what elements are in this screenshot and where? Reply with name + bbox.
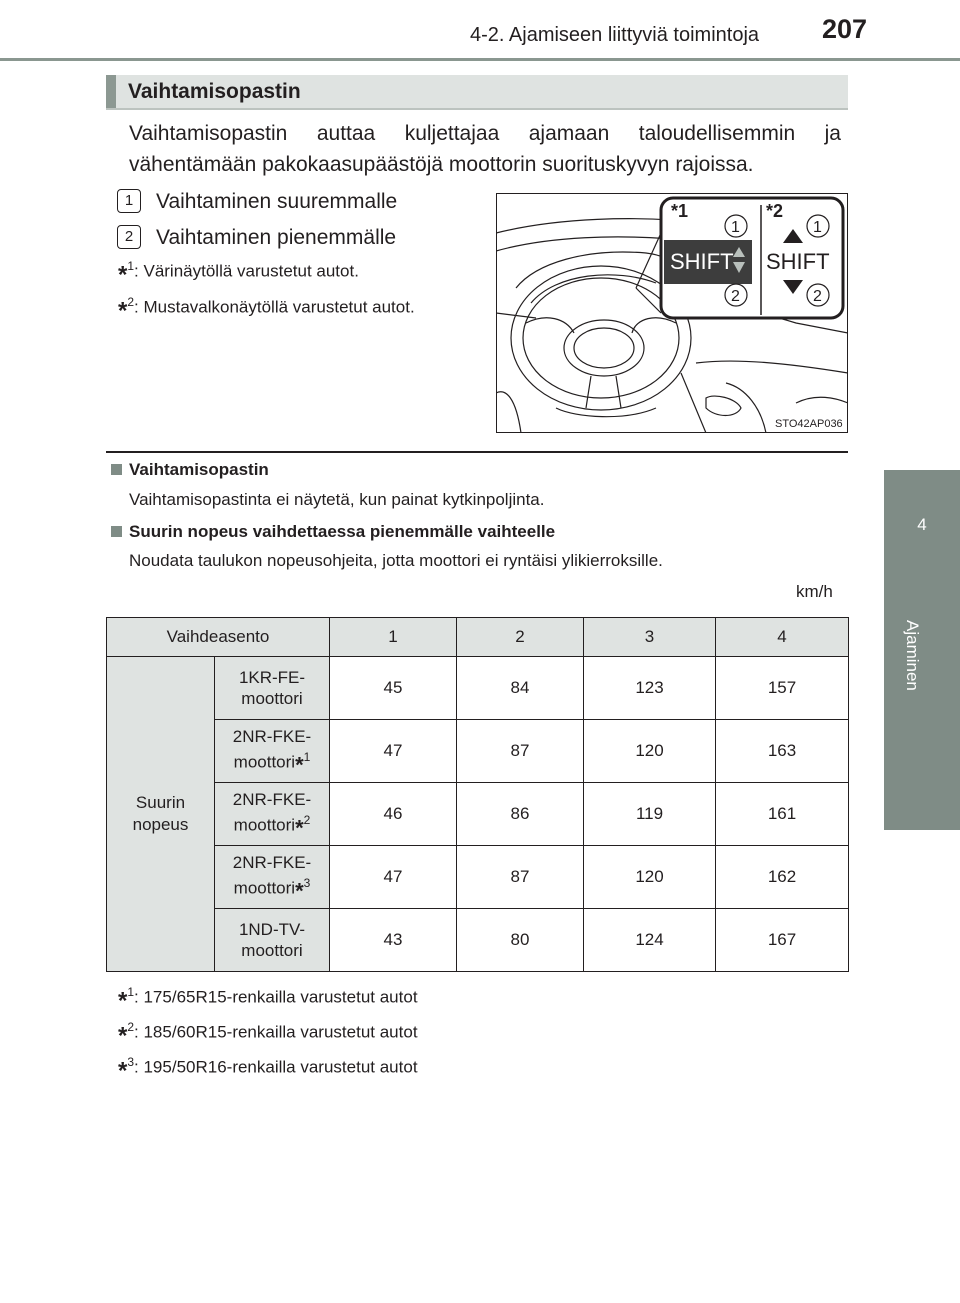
callout-label-mono: *2 xyxy=(766,201,784,221)
shift-text-mono: SHIFT xyxy=(766,249,830,274)
table-row xyxy=(107,909,849,972)
footnote: *$^1$: Värinäytöllä varustetut autot. xyxy=(118,259,359,289)
table-row xyxy=(107,720,849,783)
footnote: *$^1$: 175/65R15-renkailla varustetut autot xyxy=(118,985,418,1015)
column-header: 2 xyxy=(457,618,584,657)
column-header: 1 xyxy=(330,618,457,657)
chapter-tab-label: Ajaminen xyxy=(903,620,922,691)
speed-cell: 157 xyxy=(716,657,849,720)
footnote: *$^2$: Mustavalkonäytöllä varustetut autot. xyxy=(118,295,415,325)
table-header-row xyxy=(107,618,849,657)
speed-cell: 80 xyxy=(457,909,584,972)
footnote: *$^2$: 185/60R15-renkailla varustetut autot xyxy=(118,1020,418,1050)
bullet-marker xyxy=(111,464,122,475)
speed-cell: 124 xyxy=(584,909,716,972)
heading-marker xyxy=(106,75,116,108)
engine-cell: 2NR-FKE- moottori*$^3$ xyxy=(215,846,330,909)
section-heading: Vaihtamisopastin xyxy=(128,80,301,103)
note-heading: Vaihtamisopastin xyxy=(129,460,269,479)
callout-badge-2: 2 xyxy=(731,288,740,305)
bullet-marker xyxy=(111,526,122,537)
table-row xyxy=(107,657,849,720)
engine-cell: 2NR-FKE- moottori*$^1$ xyxy=(215,720,330,783)
illustration-code: STO42AP036 xyxy=(775,418,843,430)
speed-cell: 86 xyxy=(457,783,584,846)
shift-text-color: SHIFT xyxy=(670,249,734,274)
speed-cell: 46 xyxy=(330,783,457,846)
speed-cell: 123 xyxy=(584,657,716,720)
speed-cell: 45 xyxy=(330,657,457,720)
column-header: Vaihdeasento xyxy=(107,618,330,657)
speed-cell: 120 xyxy=(584,846,716,909)
engine-cell: 1KR-FE- moottori xyxy=(215,657,330,720)
note-text: Noudata taulukon nopeusohjeita, jotta moottori ei ryntäisi ylikierroksille. xyxy=(129,551,663,570)
speed-cell: 87 xyxy=(457,720,584,783)
row-header: Suurin nopeus xyxy=(107,657,215,972)
engine-cell: 1ND-TV- moottori xyxy=(215,909,330,972)
footnote: *$^3$: 195/50R16-renkailla varustetut autot xyxy=(118,1055,418,1085)
speed-cell: 47 xyxy=(330,720,457,783)
speed-cell: 43 xyxy=(330,909,457,972)
table-row xyxy=(107,783,849,846)
table-unit: km/h xyxy=(796,582,833,601)
section-divider xyxy=(106,451,848,453)
note-text: Vaihtamisopastinta ei näytetä, kun painat kytkinpoljinta. xyxy=(129,490,545,509)
item-label: Vaihtaminen pienemmälle xyxy=(156,226,397,249)
speed-cell: 119 xyxy=(584,783,716,846)
speed-cell: 87 xyxy=(457,846,584,909)
speed-cell: 84 xyxy=(457,657,584,720)
callout-label-color: *1 xyxy=(671,201,689,221)
speed-cell: 162 xyxy=(716,846,849,909)
speed-cell: 47 xyxy=(330,846,457,909)
note-heading: Suurin nopeus vaihdettaessa pienemmälle vaihteelle xyxy=(129,522,556,541)
item-label: Vaihtaminen suuremmalle xyxy=(156,190,398,213)
item-number-badge: 1 xyxy=(117,189,141,213)
engine-cell: 2NR-FKE- moottori*$^2$ xyxy=(215,783,330,846)
speed-cell: 163 xyxy=(716,720,849,783)
shift-indicator-illustration xyxy=(496,193,848,433)
page-number: 207 xyxy=(822,14,868,44)
speed-cell: 167 xyxy=(716,909,849,972)
table-row xyxy=(107,846,849,909)
intro-paragraph: Vaihtamisopastin auttaa kuljettajaa ajamaan taloudellisemmin ja vähentämään pakokaasupäästöjä moottorin suorituskyvyn rajoissa. xyxy=(129,122,841,176)
section-title: 4-2. Ajamiseen liittyviä toimintoja xyxy=(470,24,760,46)
speed-cell: 161 xyxy=(716,783,849,846)
section-heading-bar xyxy=(106,75,848,110)
speed-cell: 120 xyxy=(584,720,716,783)
chapter-tab-number: 4 xyxy=(917,515,927,534)
column-header: 3 xyxy=(584,618,716,657)
max-speed-table xyxy=(106,617,849,972)
callout-badge-1: 1 xyxy=(731,219,740,236)
column-header: 4 xyxy=(716,618,849,657)
callout-badge-2: 2 xyxy=(813,288,822,305)
item-number-badge: 2 xyxy=(117,225,141,249)
callout-badge-1: 1 xyxy=(813,219,822,236)
header-rule xyxy=(0,58,960,61)
